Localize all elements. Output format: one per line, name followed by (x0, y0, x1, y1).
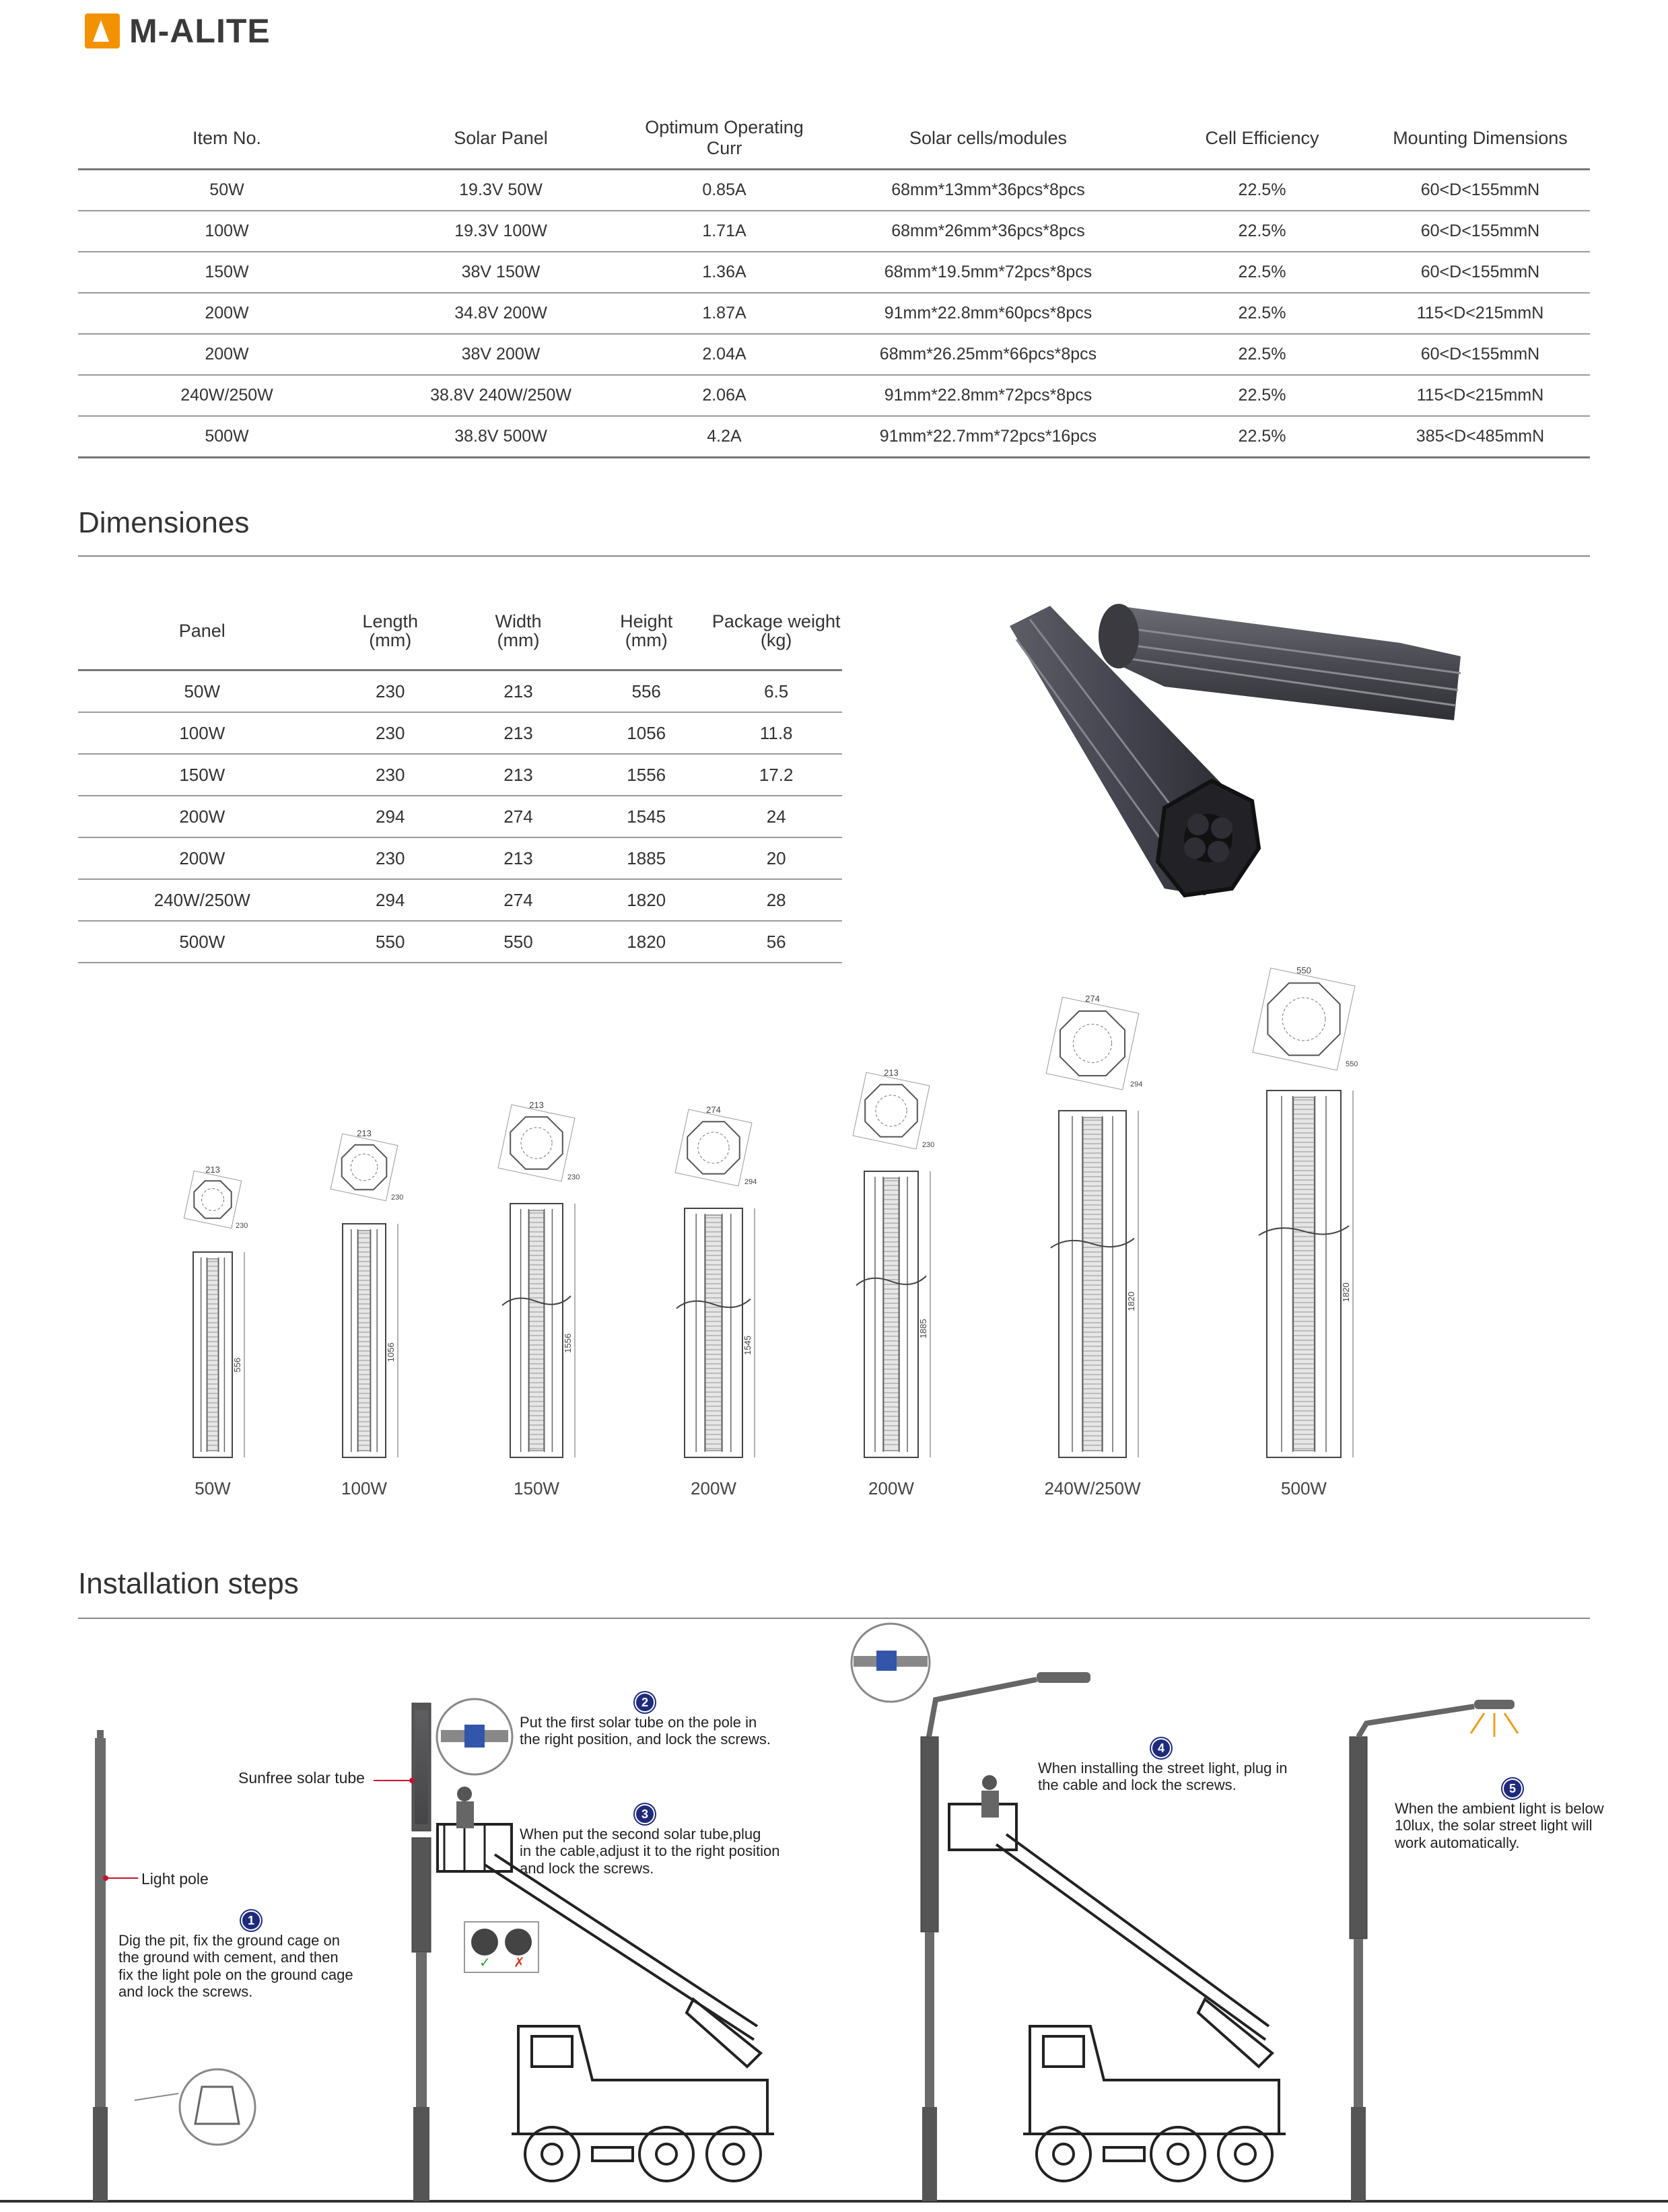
dim-panel: 240W/250W (78, 879, 326, 921)
spec-col-efficiency: Cell Efficiency (1154, 108, 1370, 170)
spec-cells: 68mm*26mm*36pcs*8pcs (823, 211, 1154, 252)
top-view-dim-box (853, 1072, 930, 1149)
dim-header-row (78, 592, 842, 670)
cell-grid (1294, 1097, 1315, 1451)
dim-length: 230 (326, 754, 454, 796)
drawing-2 (463, 1100, 610, 1464)
dim-row (78, 670, 842, 713)
dimensions-rule (78, 555, 1590, 557)
spec-panel: 19.3V 100W (376, 211, 626, 252)
spec-row (78, 416, 1590, 458)
spec-current: 4.2A (626, 416, 823, 458)
top-dim-label: 550 (1296, 965, 1311, 975)
spec-item: 200W (78, 293, 376, 334)
drawing-6 (1220, 965, 1388, 1464)
dim-weight: 6.5 (710, 670, 842, 713)
spec-row (78, 334, 1590, 375)
spec-row (78, 170, 1590, 211)
drawing-label: 200W (691, 1478, 736, 1498)
top-view-dim-box (331, 1134, 398, 1201)
top-dim-label: 274 (1085, 994, 1100, 1004)
dim-length: 294 (326, 879, 454, 921)
top-view-dim-box (675, 1109, 752, 1186)
dim-col-header (710, 592, 842, 670)
spec-efficiency: 22.5% (1154, 252, 1370, 293)
spec-current: 2.06A (626, 375, 823, 416)
top-view-inner (521, 1128, 552, 1159)
dimensions-table (78, 592, 842, 963)
dim-height: 1820 (582, 921, 710, 963)
step1-text: Dig the pit, fix the ground cage on the ground with cement, and then fix the light pole on the ground cage and lock the screws. (118, 1932, 353, 2000)
step4-badge: 4 (1151, 1738, 1171, 1758)
step5-pole (1350, 1700, 1518, 2201)
spec-row (78, 252, 1590, 293)
top-dim-label: 213 (205, 1165, 220, 1175)
check-bad: ✗ (514, 1954, 525, 1970)
dim-weight: 20 (710, 837, 842, 879)
dim-weight: 17.2 (710, 754, 842, 796)
spec-cells: 68mm*26.25mm*66pcs*8pcs (823, 334, 1154, 375)
side-dim-label: 550 (1346, 1060, 1358, 1068)
spec-mounting: 115<D<215mmN (1370, 293, 1590, 334)
dim-col-header (326, 592, 454, 670)
dim-weight: 24 (710, 796, 842, 837)
check-ok: ✓ (479, 1954, 491, 1970)
dim-col-header (454, 592, 582, 670)
dimensions-title: Dimensiones (78, 506, 250, 539)
spec-item: 200W (78, 334, 376, 375)
spec-item: 150W (78, 252, 376, 293)
dim-col-title: Panel (178, 620, 225, 641)
top-view-octagon (865, 1084, 917, 1137)
dim-panel: 50W (78, 670, 326, 713)
spec-header-row (78, 108, 1590, 170)
spec-current: 2.04A (626, 334, 823, 375)
step5-text: When the ambient light is below 10lux, the solar street light will work automatically. (1395, 1800, 1604, 1851)
top-dim-label: 213 (529, 1100, 544, 1110)
dim-col-unit: (mm) (369, 630, 412, 650)
spec-current: 1.36A (626, 252, 823, 293)
side-dim-label: 294 (1130, 1080, 1143, 1088)
spec-mounting: 60<D<155mmN (1370, 211, 1590, 252)
brand-logo (85, 12, 271, 50)
spec-cells: 68mm*13mm*36pcs*8pcs (823, 170, 1154, 211)
drawing-label: 200W (868, 1478, 914, 1498)
side-dim-label: 230 (391, 1194, 404, 1202)
upper-tube (1099, 604, 1461, 720)
top-view-inner (698, 1132, 729, 1163)
spec-row (78, 211, 1590, 252)
spec-col-current: Optimum Operating Curr (626, 108, 823, 170)
spec-cells: 68mm*19.5mm*72pcs*8pcs (823, 252, 1154, 293)
spec-panel: 38.8V 240W/250W (376, 375, 626, 416)
height-dim-label: 556 (232, 1357, 242, 1373)
top-dim-label: 213 (884, 1068, 899, 1078)
top-view-inner (202, 1189, 224, 1211)
dim-width: 550 (454, 921, 582, 963)
side-dim-label: 230 (236, 1222, 248, 1230)
drawing-label: 50W (195, 1478, 231, 1498)
spec-item: 500W (78, 416, 376, 458)
drawing-label: 240W/250W (1044, 1478, 1141, 1498)
light-rays-icon (1471, 1713, 1518, 1737)
installation-rule (78, 1618, 1590, 1619)
spec-efficiency: 22.5% (1154, 211, 1370, 252)
truck-1 (485, 1855, 774, 2181)
dim-panel: 200W (78, 796, 326, 837)
dim-row (78, 837, 842, 879)
dim-height: 556 (582, 670, 710, 713)
spec-col-cells: Solar cells/modules (823, 108, 1154, 170)
ground-cage-detail (180, 2069, 255, 2145)
drawing-4 (817, 1068, 965, 1464)
dim-panel: 200W (78, 837, 326, 879)
spec-col-panel: Solar Panel (376, 108, 626, 170)
dim-weight: 11.8 (710, 712, 842, 754)
spec-item: 100W (78, 211, 376, 252)
dim-width: 213 (454, 712, 582, 754)
height-dim-label: 1545 (742, 1336, 753, 1355)
side-dim-label: 294 (744, 1178, 757, 1186)
dim-width: 213 (454, 837, 582, 879)
spec-mounting: 385<D<485mmN (1370, 416, 1590, 458)
dim-row (78, 879, 842, 921)
drawing-5 (1012, 994, 1173, 1464)
top-view-inner (351, 1154, 378, 1181)
spec-panel: 38.8V 500W (376, 416, 626, 458)
spec-panel: 38V 150W (376, 252, 626, 293)
spec-col-mounting: Mounting Dimensions (1370, 108, 1590, 170)
spec-efficiency: 22.5% (1154, 334, 1370, 375)
dim-col-title: Height (620, 611, 673, 631)
spec-mounting: 60<D<155mmN (1370, 252, 1590, 293)
installation-title: Installation steps (78, 1567, 299, 1600)
top-view-inner (1073, 1024, 1111, 1062)
dim-height: 1820 (582, 879, 710, 921)
brand-name: M-ALITE (129, 12, 271, 50)
top-view-inner (1282, 998, 1325, 1041)
drawing-1 (296, 1128, 433, 1464)
spec-panel: 38V 200W (376, 334, 626, 375)
dim-width: 274 (454, 879, 582, 921)
dim-col-unit: (mm) (625, 630, 668, 650)
dim-length: 294 (326, 796, 454, 837)
height-dim-label: 1820 (1126, 1291, 1136, 1311)
spec-mounting: 60<D<155mmN (1370, 170, 1590, 211)
height-dim-label: 1820 (1341, 1282, 1351, 1303)
side-dim-label: 230 (922, 1141, 935, 1149)
solar-tube-label: Sunfree solar tube (238, 1769, 365, 1787)
dim-height: 1885 (582, 837, 710, 879)
dim-row (78, 754, 842, 796)
step3-badge: 3 (635, 1804, 655, 1824)
cell-grid (705, 1215, 722, 1451)
step5-badge: 5 (1502, 1778, 1523, 1799)
dim-length: 230 (326, 837, 454, 879)
top-view-octagon (510, 1117, 563, 1169)
spec-cells: 91mm*22.8mm*72pcs*8pcs (823, 375, 1154, 416)
dim-length: 230 (326, 712, 454, 754)
spec-row (78, 293, 1590, 334)
top-view-octagon (342, 1145, 387, 1190)
cell-grid (884, 1178, 899, 1451)
spec-efficiency: 22.5% (1154, 375, 1370, 416)
drawing-0 (146, 1165, 279, 1464)
top-view-octagon (194, 1181, 231, 1218)
dim-height: 1056 (582, 712, 710, 754)
spec-mounting: 115<D<215mmN (1370, 375, 1590, 416)
spec-col-item: Item No. (78, 108, 376, 170)
cell-grid (529, 1210, 544, 1451)
spec-cells: 91mm*22.7mm*72pcs*16pcs (823, 416, 1154, 458)
step4-text: When installing the street light, plug in the cable and lock the screws. (1038, 1760, 1288, 1794)
product-photo (996, 579, 1481, 915)
spec-item: 240W/250W (78, 375, 376, 416)
spec-mounting: 60<D<155mmN (1370, 334, 1590, 375)
drawing-label: 500W (1281, 1478, 1327, 1498)
spec-table (78, 108, 1590, 458)
dim-width: 213 (454, 670, 582, 713)
step2-text: Put the first solar tube on the pole in the right position, and lock the screws. (520, 1714, 771, 1748)
spec-panel: 34.8V 200W (376, 293, 626, 334)
spec-row (78, 375, 1590, 416)
dim-length: 230 (326, 670, 454, 713)
drawing-3 (637, 1105, 790, 1464)
dim-panel: 150W (78, 754, 326, 796)
step4-pole (852, 1624, 1090, 2201)
spec-panel: 19.3V 50W (376, 170, 626, 211)
spec-cells: 91mm*22.8mm*60pcs*8pcs (823, 293, 1154, 334)
dim-row (78, 712, 842, 754)
top-view-octagon (687, 1121, 740, 1174)
dim-row (78, 921, 842, 963)
top-view-dim-box (498, 1105, 575, 1181)
height-dim-label: 1556 (563, 1333, 573, 1353)
dim-height: 1545 (582, 796, 710, 837)
spec-item: 50W (78, 170, 376, 211)
dim-col-unit: (mm) (497, 630, 540, 650)
height-dim-label: 1885 (918, 1319, 928, 1339)
dim-col-title: Package weight (711, 611, 841, 631)
dim-weight: 56 (710, 921, 842, 963)
spec-current: 1.71A (626, 211, 823, 252)
spec-efficiency: 22.5% (1154, 293, 1370, 334)
step2-badge: 2 (635, 1692, 655, 1713)
top-dim-label: 274 (706, 1105, 721, 1115)
dim-col-title: Width (495, 611, 542, 631)
dim-width: 213 (454, 754, 582, 796)
dim-panel: 500W (78, 921, 326, 963)
logo-icon (85, 13, 120, 48)
side-dim-label: 230 (567, 1173, 580, 1181)
dim-row (78, 796, 842, 837)
dim-weight: 28 (710, 879, 842, 921)
top-view-octagon (1060, 1011, 1125, 1076)
cell-grid (358, 1231, 370, 1451)
step3-text: When put the second solar tube,plug in the cable,adjust it to the right position and lock the screws. (520, 1826, 780, 1877)
drawing-label: 150W (514, 1478, 559, 1498)
dim-width: 274 (454, 796, 582, 837)
dim-panel: 100W (78, 712, 326, 754)
top-dim-label: 213 (357, 1128, 372, 1138)
spec-efficiency: 22.5% (1154, 170, 1370, 211)
drawing-label: 100W (341, 1478, 387, 1498)
light-pole-label: Light pole (141, 1870, 209, 1888)
top-view-inner (876, 1095, 907, 1126)
dim-col-unit: (kg) (760, 630, 792, 650)
truck-2 (996, 1834, 1286, 2181)
step1-badge: 1 (241, 1910, 261, 1931)
top-view-dim-box (184, 1171, 241, 1228)
dim-col-header (78, 592, 326, 670)
dim-col-header (582, 592, 710, 670)
spec-efficiency: 22.5% (1154, 416, 1370, 458)
spec-current: 0.85A (626, 170, 823, 211)
dim-col-title: Length (362, 611, 419, 631)
height-dim-label: 1056 (386, 1342, 396, 1362)
spec-current: 1.87A (626, 293, 823, 334)
dim-height: 1556 (582, 754, 710, 796)
top-view-octagon (1267, 983, 1340, 1055)
dim-length: 550 (326, 921, 454, 963)
